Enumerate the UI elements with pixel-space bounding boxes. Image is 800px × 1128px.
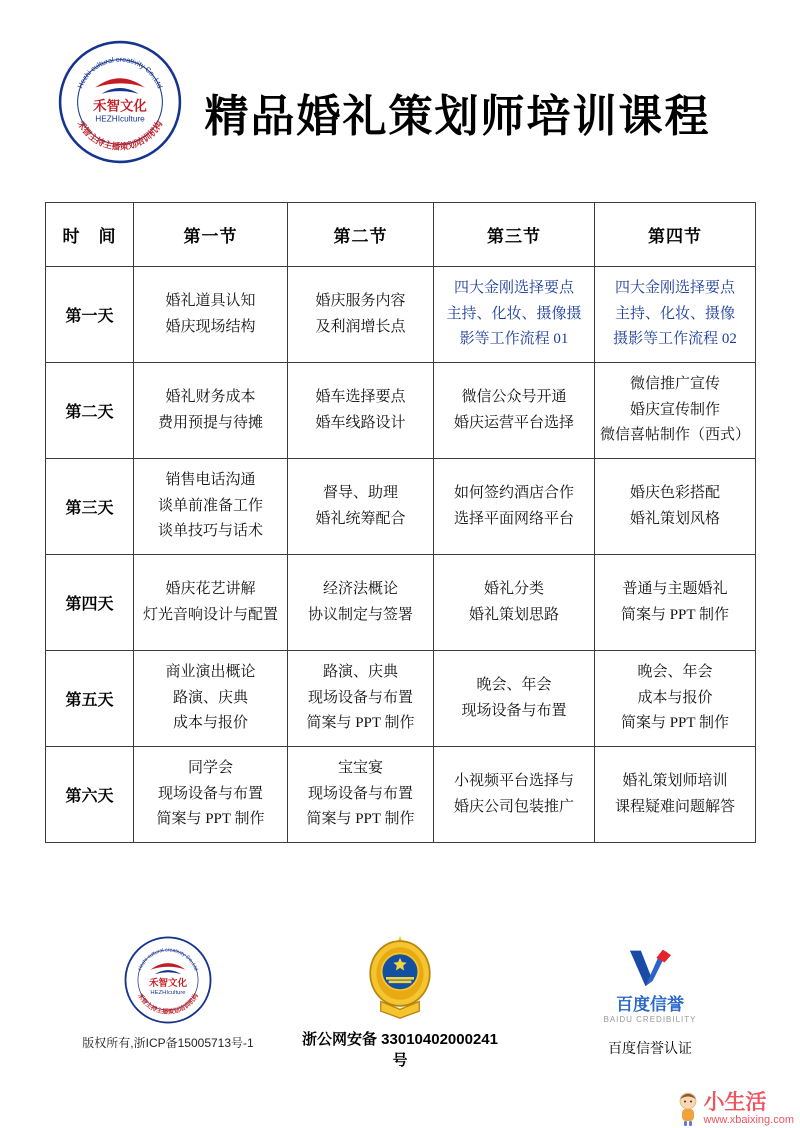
copyright-text: 版权所有,浙ICP备15005713号-1 [82, 1036, 254, 1050]
course-line: 婚礼道具认知 [165, 293, 256, 309]
site-watermark [676, 1091, 794, 1126]
course-cell [434, 363, 595, 459]
course-line: 课程疑难问题解答 [614, 798, 735, 815]
course-line: 婚庆宣传制作 [629, 401, 720, 418]
day-label: 第三天 [46, 459, 134, 555]
course-line: 微信公众号开通 [461, 389, 567, 405]
logo-arc-top-text: Hezhi cultural creativity Co.,Ltd [75, 54, 165, 90]
course-cell [434, 651, 595, 747]
page-title: 精品婚礼策划师培训课程 [204, 92, 711, 141]
course-cell [595, 555, 756, 651]
logo-name-en: HEZHIculture [150, 989, 186, 996]
section-column-header: 第二节 [288, 203, 434, 267]
course-cell [434, 747, 595, 843]
course-line: 微信喜帖制作（西式） [599, 427, 750, 444]
table-row [46, 651, 756, 747]
table-row [46, 363, 756, 459]
footer-baidu-block [572, 946, 728, 1058]
course-line: 简案与 PPT 制作 [620, 606, 730, 623]
course-line: 婚车线路设计 [315, 414, 406, 431]
course-cell [134, 459, 288, 555]
course-line: 经济法概论 [322, 581, 398, 597]
course-line: 婚庆色彩搭配 [629, 485, 720, 501]
course-line: 选择平面网络平台 [453, 510, 574, 527]
course-cell [288, 747, 434, 843]
course-line: 协议制定与签署 [307, 606, 413, 623]
course-table [45, 202, 756, 843]
header-row [46, 203, 756, 267]
course-cell [134, 747, 288, 843]
course-line: 简案与 PPT 制作 [306, 811, 415, 828]
course-line: 婚礼财务成本 [165, 389, 256, 405]
course-line: 婚礼统筹配合 [315, 510, 406, 527]
course-cell [434, 267, 595, 363]
course-line: 微信推广宣传 [629, 376, 720, 393]
police-registration-text: 浙公网安备 33010402000241号 [302, 1031, 498, 1069]
course-line: 主持、化妆、摄像摄 [446, 305, 582, 322]
course-cell [434, 555, 595, 651]
hezhi-logo-footer [124, 936, 212, 1024]
section-column-header: 第三节 [434, 203, 595, 267]
logo-name-cn: 禾智文化 [148, 978, 188, 989]
course-cell [134, 555, 288, 651]
logo-arc-bottom-text: 禾智主持主播策划培训机构 [75, 119, 165, 152]
time-column-header: 时 间 [46, 203, 134, 267]
course-line: 如何签约酒店合作 [453, 485, 574, 501]
course-line: 宝宝宴 [337, 760, 383, 777]
course-line: 费用预提与待摊 [157, 414, 263, 431]
course-line: 四大金刚选择要点 [614, 280, 735, 297]
hezhi-logo [58, 40, 182, 164]
course-cell [288, 267, 434, 363]
course-line: 现场设备与布置 [461, 702, 567, 719]
course-line: 婚庆运营平台选择 [453, 414, 574, 431]
course-cell [595, 459, 756, 555]
hezhi-logo-svg [124, 936, 212, 1024]
table-row [46, 267, 756, 363]
course-line: 影等工作流程 01 [459, 331, 569, 348]
course-line: 现场设备与布置 [307, 785, 413, 802]
course-line: 路演、庆典 [322, 664, 398, 681]
course-cell [288, 651, 434, 747]
course-line: 督导、助理 [322, 485, 398, 501]
course-line: 婚庆服务内容 [315, 293, 406, 309]
course-cell [134, 267, 288, 363]
watermark-text [704, 1091, 794, 1126]
baidu-certification-text: 百度信誉认证 [608, 1040, 692, 1056]
day-label: 第四天 [46, 555, 134, 651]
table-row [46, 555, 756, 651]
day-label: 第二天 [46, 363, 134, 459]
footer-copyright-block [78, 936, 258, 1051]
course-line: 普通与主题婚礼 [622, 581, 728, 597]
course-line: 简案与 PPT 制作 [620, 715, 730, 732]
course-line: 四大金刚选择要点 [453, 280, 574, 297]
course-line: 婚礼策划风格 [629, 510, 720, 527]
course-line: 婚礼策划师培训 [622, 773, 728, 789]
logo-name-en: HEZHIculture [95, 114, 145, 124]
course-line: 婚礼策划思路 [468, 606, 559, 623]
course-line: 谈单前准备工作 [157, 497, 263, 514]
course-line: 成本与报价 [637, 689, 713, 706]
course-line: 简案与 PPT 制作 [306, 715, 415, 732]
course-line: 谈单技巧与话术 [157, 523, 263, 540]
course-cell [288, 363, 434, 459]
course-line: 简案与 PPT 制作 [156, 811, 265, 828]
course-line: 路演、庆典 [172, 689, 248, 706]
logo-name-cn: 禾智文化 [93, 98, 147, 114]
course-line: 销售电话沟通 [165, 472, 256, 489]
course-line: 婚车选择要点 [315, 389, 406, 405]
course-line: 婚庆公司包装推广 [453, 798, 574, 815]
footer-police-block [295, 934, 505, 1070]
watermark-site-url[interactable]: www.xbaixing.com [703, 1113, 794, 1126]
course-cell [288, 555, 434, 651]
table-row [46, 747, 756, 843]
course-line: 晚会、年会 [476, 677, 552, 693]
course-line: 婚礼分类 [483, 581, 544, 597]
course-line: 婚庆现场结构 [165, 318, 256, 335]
table-row [46, 459, 756, 555]
mascot-icon [676, 1092, 700, 1126]
day-label: 第六天 [46, 747, 134, 843]
course-cell [595, 267, 756, 363]
baidu-credibility-subtitle: BAIDU CREDIBILITY [603, 1015, 697, 1024]
course-line: 小视频平台选择与 [453, 773, 574, 789]
course-line: 婚庆花艺讲解 [165, 581, 256, 597]
course-line: 主持、化妆、摄像 [614, 305, 735, 322]
course-cell [288, 459, 434, 555]
course-line: 摄影等工作流程 02 [613, 331, 737, 348]
logo-arc-bottom-text: 禾智主持主播策划培训机构 [135, 992, 201, 1016]
section-column-header: 第一节 [134, 203, 288, 267]
course-line: 现场设备与布置 [307, 689, 413, 706]
watermark-site-name: 小生活 [703, 1090, 767, 1114]
course-cell [134, 363, 288, 459]
baidu-credibility-icon [626, 946, 674, 988]
course-line: 现场设备与布置 [157, 785, 263, 802]
course-cell [134, 651, 288, 747]
police-badge-icon [365, 934, 435, 1020]
section-column-header: 第四节 [595, 203, 756, 267]
hezhi-logo-svg [58, 40, 182, 164]
course-cell [595, 747, 756, 843]
course-cell [434, 459, 595, 555]
logo-arc-top-text: Hezhi cultural creativity Co.,Ltd [137, 947, 199, 972]
course-line: 成本与报价 [172, 715, 248, 732]
course-line: 同学会 [187, 760, 233, 777]
course-cell [595, 363, 756, 459]
day-label: 第五天 [46, 651, 134, 747]
course-line: 及利润增长点 [315, 318, 406, 335]
course-cell [595, 651, 756, 747]
course-line: 晚会、年会 [637, 664, 713, 681]
course-line: 商业演出概论 [165, 664, 256, 681]
baidu-credibility-name: 百度信誉 [616, 995, 684, 1014]
day-label: 第一天 [46, 267, 134, 363]
course-line: 灯光音响设计与配置 [142, 606, 278, 623]
